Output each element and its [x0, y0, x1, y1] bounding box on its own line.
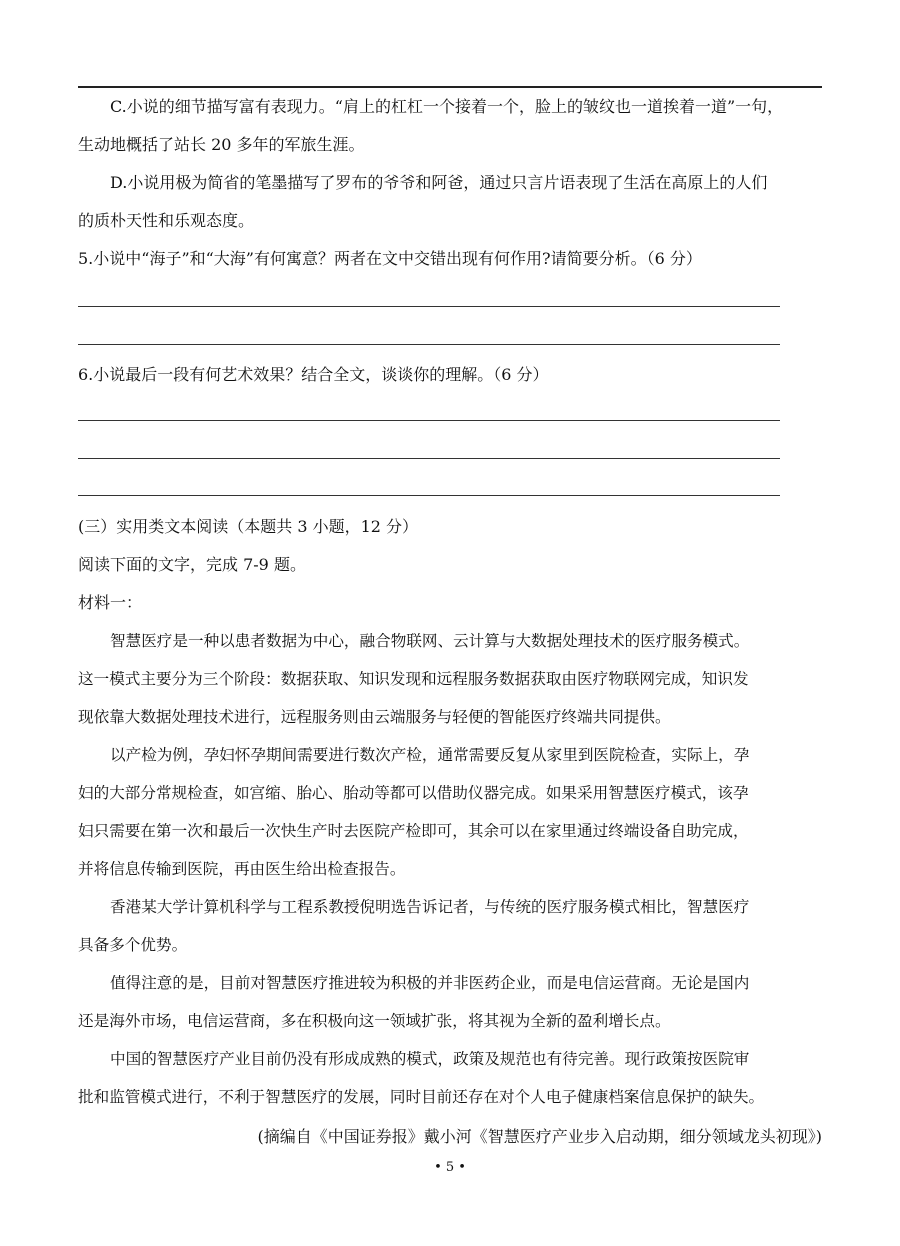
page-number: • 5 •: [434, 1160, 466, 1175]
p1-line-3: 现依靠大数据处理技术进行，远程服务则由云端服务与轻便的智能医疗终端共同提供。: [78, 708, 671, 726]
p5-line-1: 中国的智慧医疗产业目前仍没有形成成熟的模式，政策及规范也有待完善。现行政策按医院审: [110, 1050, 750, 1068]
p5-line-2: 批和监管模式进行，不利于智慧医疗的发展，同时目前还存在对个人电子健康档案信息保护的缺失。: [78, 1088, 765, 1106]
p1-line-2: 这一模式主要分为三个阶段：数据获取、知识发现和远程服务数据获取由医疗物联网完成，知识发: [78, 670, 749, 688]
answer-line-q5-2[interactable]: [78, 344, 780, 345]
p2-line-2: 妇的大部分常规检查，如宫缩、胎心、胎动等都可以借助仪器完成。如果采用智慧医疗模式，该孕: [78, 784, 749, 802]
header-rule: [78, 86, 822, 88]
source-citation: (摘编自《中国证券报》戴小河《智慧医疗产业步入启动期，细分领域龙头初现》): [257, 1127, 822, 1146]
option-c-line-2: 生动地概括了站长 20 多年的军旅生涯。: [78, 135, 365, 154]
p3-line-2: 具备多个优势。: [78, 936, 188, 954]
option-d-line-1: D.小说用极为简省的笔墨描写了罗布的爷爷和阿爸，通过只言片语表现了生活在高原上的人们: [110, 173, 768, 192]
answer-line-q6-1[interactable]: [78, 420, 780, 421]
question-5: 5.小说中“海子”和“大海”有何寓意？两者在文中交错出现有何作用?请简要分析。（6 分）: [78, 249, 702, 268]
p4-line-1: 值得注意的是，目前对智慧医疗推进较为积极的并非医药企业，而是电信运营商。无论是国内: [110, 974, 750, 992]
question-6: 6.小说最后一段有何艺术效果？结合全文，谈谈你的理解。（6 分）: [78, 365, 549, 384]
p1-line-1: 智慧医疗是一种以患者数据为中心，融合物联网、云计算与大数据处理技术的医疗服务模式。: [110, 632, 750, 650]
answer-line-q6-3[interactable]: [78, 495, 780, 496]
reading-instruction: 阅读下面的文字，完成 7-9 题。: [78, 555, 306, 574]
option-c-line-1: C.小说的细节描写富有表现力。“肩上的杠杠一个接着一个，脸上的皱纹也一道挨着一道”一句，: [110, 97, 784, 116]
p2-line-1: 以产检为例，孕妇怀孕期间需要进行数次产检，通常需要反复从家里到医院检查，实际上，孕: [110, 746, 750, 764]
p2-line-4: 并将信息传输到医院，再由医生给出检查报告。: [78, 860, 406, 878]
p4-line-2: 还是海外市场，电信运营商，多在积极向这一领域扩张，将其视为全新的盈利增长点。: [78, 1012, 671, 1030]
answer-line-q6-2[interactable]: [78, 458, 780, 459]
section-3-title: (三）实用类文本阅读（本题共 3 小题，12 分）: [78, 517, 419, 536]
material-1-label: 材料一：: [78, 593, 143, 612]
answer-line-q5-1[interactable]: [78, 306, 780, 307]
p3-line-1: 香港某大学计算机科学与工程系教授倪明选告诉记者，与传统的医疗服务模式相比，智慧医疗: [110, 898, 750, 916]
p2-line-3: 妇只需要在第一次和最后一次快生产时去医院产检即可，其余可以在家里通过终端设备自助完成，: [78, 822, 749, 840]
option-d-line-2: 的质朴天性和乐观态度。: [78, 211, 255, 230]
